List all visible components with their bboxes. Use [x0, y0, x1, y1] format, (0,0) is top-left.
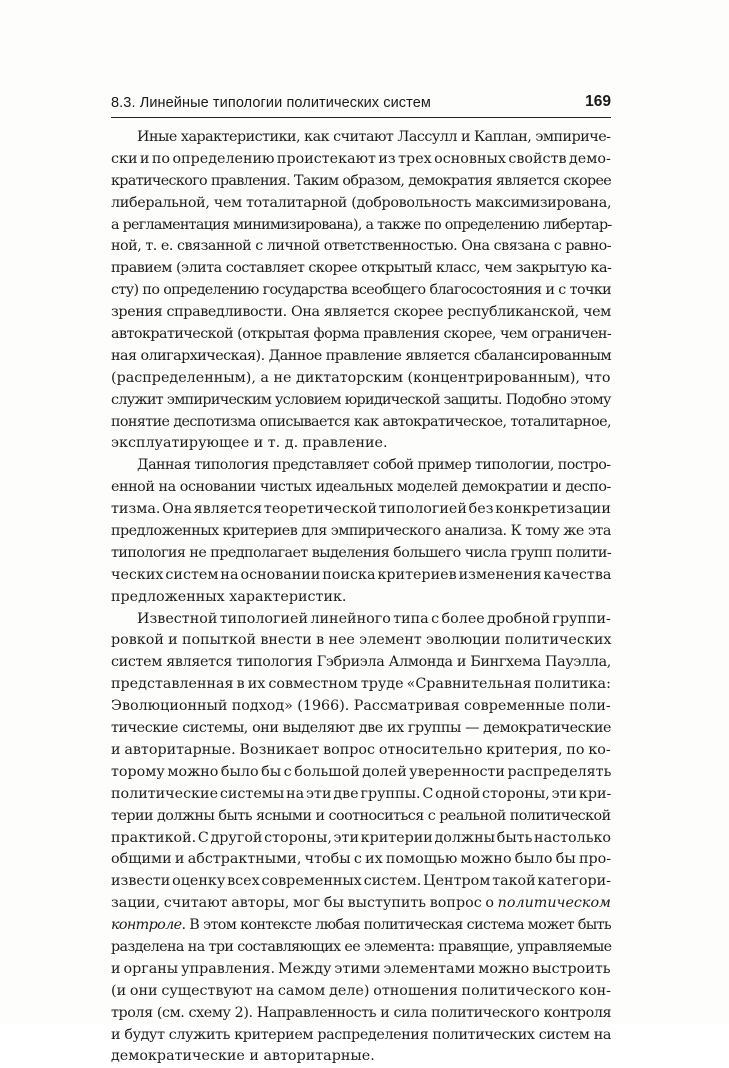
text-line: извести оценку всех современных систем. Центром такой категори- — [111, 873, 611, 890]
text-line: систем является типология Гэбриэла Алмонда и Бингхема Пауэлла, — [111, 654, 611, 671]
text-line: терии должны быть ясными и соотноситься с реальной политической — [111, 807, 611, 824]
text-line: енной на основании чистых идеальных моделей демократии и деспо- — [111, 479, 611, 496]
text-line: (и они существуют на самом деле) отношения политического кон- — [111, 982, 611, 999]
text-line: и авторитарные. Возникает вопрос относительно критерия, по ко- — [111, 741, 611, 758]
text-segment: зации, считают авторы, мог бы выступить вопрос о — [111, 895, 498, 912]
paragraph-2 — [111, 455, 611, 608]
text-line: правием (элита составляет скорее открытый класс, чем закрытую ка- — [111, 260, 612, 277]
text-line: торому можно было бы с большой долей уверенности распределять — [111, 763, 612, 780]
text-line: служит эмпирическим условием юридической защиты. Подобно этому — [111, 391, 611, 408]
text-line: а регламентация минимизирована), а также по определению либертар- — [111, 216, 612, 233]
text-line: Данная типология представляет собой пример типологии, постро- — [137, 457, 611, 474]
text-line: ная олигархическая). Данное правление является сбалансированным — [111, 347, 612, 364]
text-line: политические системы на эти две группы. С одной стороны, эти кри- — [111, 785, 612, 802]
text-line: Известной типологией линейного типа с более дробной группи- — [137, 610, 611, 627]
emphasis-text: контроле — [111, 917, 182, 934]
text-line: понятие деспотизма описывается как автократическое, тоталитарное, — [111, 413, 611, 430]
text-line: зрения справедливости. Она является скорее республиканской, чем — [111, 304, 611, 321]
text-line: разделена на три составляющих ее элемента: правящие, управляемые — [111, 938, 612, 955]
text-line: ски и по определению проистекают из трех основных свойств демо- — [111, 150, 611, 167]
text-line: автократической (открытая форма правления скорее, чем ограничен- — [111, 326, 612, 343]
emphasis-text: политическом — [497, 895, 611, 912]
text-line: тические системы, они выделяют две их группы — демократические — [111, 720, 612, 737]
paragraph-3 — [111, 609, 611, 1068]
body-text — [111, 127, 611, 1068]
text-line: ровкой и попыткой внести в нее элемент эволюции политических — [111, 632, 612, 649]
text-line: предложенных характеристик. — [111, 588, 347, 605]
text-line: типология не предполагает выделения большего числа групп полити- — [111, 544, 612, 561]
text-line-with-emphasis — [111, 915, 611, 937]
text-line: (распределенным), а не диктаторским (концентрированным), что — [111, 369, 611, 386]
text-line: и органы управления. Между этими элементами можно выстроить — [111, 960, 611, 977]
text-segment: . В этом контексте любая политическая система может быть — [181, 917, 612, 934]
text-line: общими и абстрактными, чтобы с их помощью можно было бы про- — [111, 851, 612, 868]
paragraph-1 — [111, 127, 611, 455]
text-line: предложенных критериев для эмпирического анализа. К тому же эта — [111, 523, 611, 540]
text-line: либеральной, чем тоталитарной (добровольность максимизирована, — [111, 194, 612, 211]
text-line: демократические и авторитарные. — [111, 1048, 375, 1065]
text-line: Иные характеристики, как считают Лассулл и Каплан, эмпириче- — [137, 129, 611, 145]
text-line: троля (см. схему 2). Направленность и сила политического контроля — [111, 1004, 612, 1021]
text-line: эксплуатирующее и т. д. правление. — [111, 435, 388, 452]
text-line: кратического правления. Таким образом, демократия является скорее — [111, 172, 612, 189]
header-rule — [111, 117, 611, 118]
page-number: 169 — [585, 93, 611, 110]
text-line: и будут служить критерием распределения политических систем на — [111, 1026, 612, 1043]
text-line: сту) по определению государства всеобщего благосостояния и с точки — [111, 282, 612, 299]
text-line: ческих систем на основании поиска критериев изменения качества — [111, 566, 612, 583]
section-title: 8.3. Линейные типологии политических систем — [111, 95, 431, 111]
text-line: тизма. Она является теоретической типологией без конкретизации — [111, 501, 611, 518]
text-line: практикой. С другой стороны, эти критерии должны быть настолько — [111, 829, 612, 846]
text-line: ной, т. е. связанной с личной ответственностью. Она связана с равно- — [111, 238, 612, 255]
text-line: представленная в их совместном труде «Сравнительная политика: — [111, 676, 611, 693]
text-line-with-emphasis — [111, 893, 611, 915]
running-head — [111, 93, 611, 115]
text-line: Эволюционный подход» (1966). Рассматривая современные поли- — [111, 698, 611, 715]
